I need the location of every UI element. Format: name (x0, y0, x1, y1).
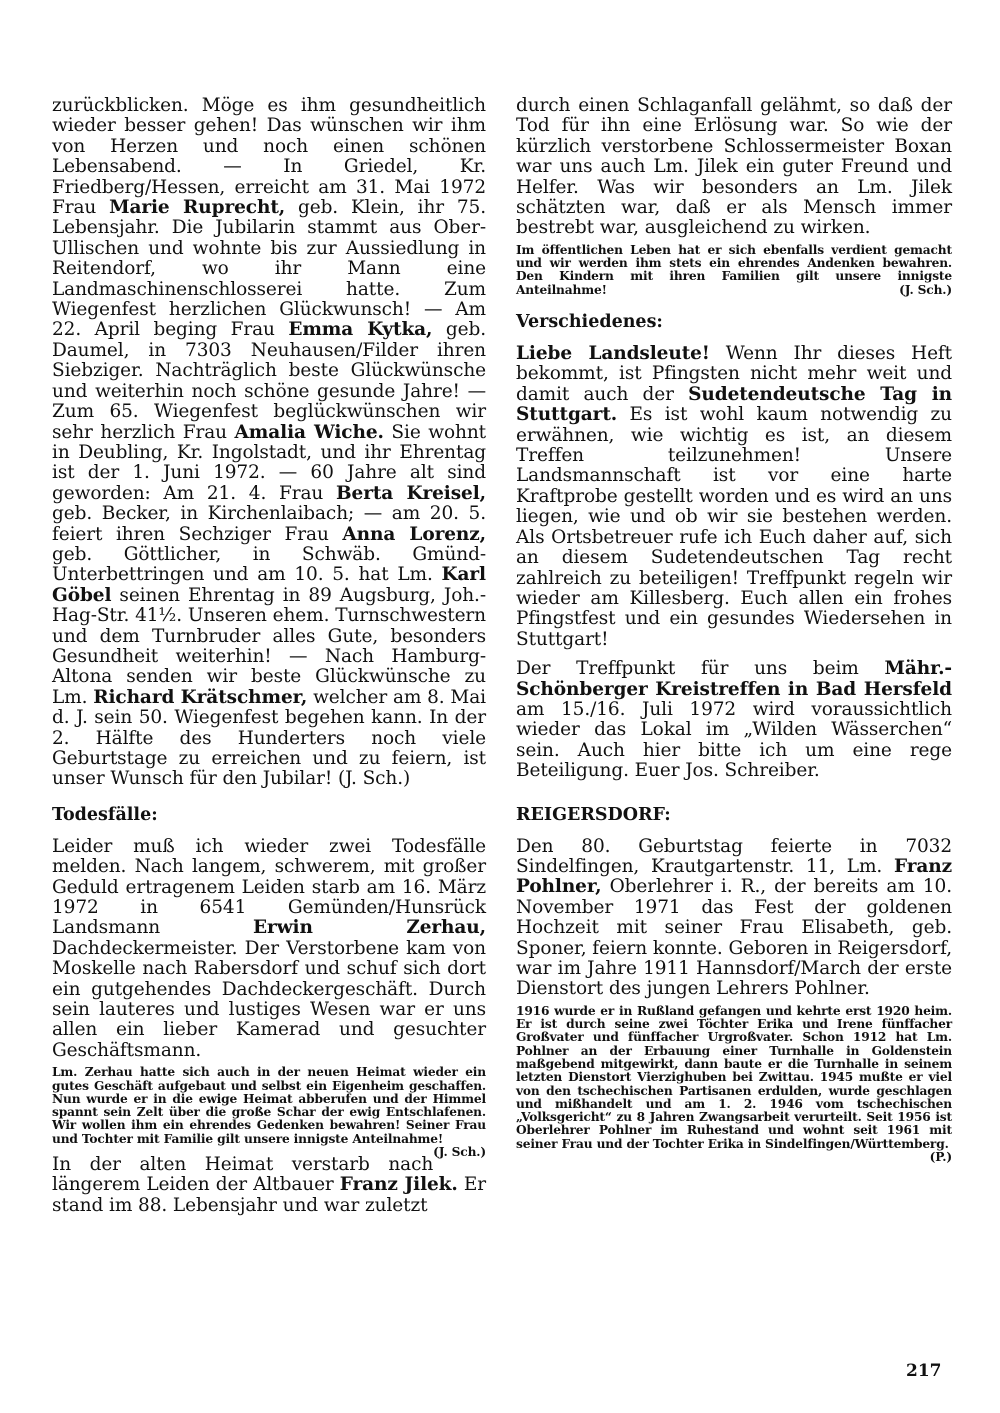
text-span: Den 80. Geburtstag feierte in 7032 Sindelfingen, Krautgartenstr. 11, Lm. (516, 835, 952, 877)
text-span: Im öffentlichen Leben hat er sich ebenfalls verdient gemacht und wir werden ihm stets ein ehrendes Andenken bewahren. Den Kindern mit ihren Familien gilt unsere innigste Anteilnahme! (516, 242, 952, 297)
bold-kreistreffen: Mähr.-Schönberger Kreistreffen in Bad Hersfeld (516, 658, 952, 700)
text-span: Es ist wohl kaum notwendig zu erwähnen, wie wichtig es ist, an diesem Treffen teilzunehmen! Unsere Landsmannschaft ist vor eine harte Kraftprobe gestellt worden und es wird an uns liegen, wie und ob wir sie bestehen werden. Als Ortsbetreuer rufe ich Euch daher auf, sich an diesem Sudetendeutschen Tag recht zahlreich zu beteiligen! Treffpunkt regeln wir wieder am Killesberg. Euch allen ein frohes Pfingstfest und ein gesundes Wiedersehen in Stuttgart! (516, 404, 952, 650)
text-span: Wenn Ihr dieses Heft bekommt, ist Pfingsten nicht mehr weit und damit auch der (516, 343, 953, 405)
signature: (J. Sch.) (433, 1145, 486, 1160)
name-ruprecht: Marie Ruprecht, (109, 197, 286, 219)
name-lorenz: Anna Lorenz, (342, 523, 486, 545)
heading-verschiedenes: Verschiedenes: (516, 312, 663, 333)
treffpunkt-paragraph (516, 659, 952, 781)
obituary-jilek-paragraph (52, 1155, 486, 1216)
name-pohlner: Franz Pohlner, (516, 855, 952, 898)
birthday-paragraph (52, 96, 486, 790)
heading-reigersdorf: REIGERSDORF: (516, 804, 671, 825)
name-goebel: Karl Göbel (52, 564, 486, 606)
text-span: Leider muß ich wieder zwei Todesfälle melden. Nach langem, schwerem, mit großer Geduld ertragenem Leiden starb am 16. März 1972 in 6541 Gemünden/Hunsrück Landsmann (52, 835, 486, 939)
text-span: am 15./16. Juli 1972 wird voraussichtlich wieder das Lokal im „Wilden Wässerchen“ sein. Auch hier bitte ich um eine rege Beteiligung. Euer Jos. Schreiber. (516, 698, 952, 782)
text-span: In der alten Heimat verstarb nach längerem Leiden der Altbauer (52, 1154, 434, 1196)
verschiedenes-paragraph (516, 344, 952, 650)
reigersdorf-paragraph (516, 837, 952, 1000)
text-span: Oberlehrer i. R., der bereits am 10. November 1971 das Fest der goldenen Hochzeit mit seiner Frau Elisabeth, geb. Sponer, feiern konnte. Geboren in Reigersdorf, war im Jahre 1911 Hannsdorf/March der erste Dienstort des jungen Lehrers Pohlner. (516, 876, 952, 1000)
left-column (52, 96, 486, 1216)
name-kreisel: Berta Kreisel, (335, 482, 486, 504)
text-span: Der Treffpunkt für uns beim (516, 658, 885, 680)
text-span: geb. Klein, ihr 75. Lebensjahr. Die Jubilarin stammt aus Ober-Ullischen und wohnte bis zur Aussiedlung in Reitendorf, wo ihr Mann eine Landmaschinenschlosserei hatte. Zum Wiegenfest herzlichen Glückwunsch! — Am 22. April beging Frau (52, 197, 486, 341)
obituary-zerhau-small-paragraph (52, 1065, 486, 1160)
text-span: Sie wohnt in Deubling, Kr. Ingolstadt, und ihr Ehrentag ist der 1. Juni 1972. — 60 Jahre alt sind geworden: Am 21. 4. Frau (52, 421, 486, 504)
text-span: seinen Ehrentag in 89 Augsburg, Joh.- Hag-Str. 41½. Unseren ehem. Turnschwestern und dem Turnbruder alles Gute, besonders Gesundheit weiterhin! — Nach Hamburg-Altona senden wir beste Glückwünsche zu Lm. (52, 584, 486, 708)
name-kytka: Emma Kytka, (288, 319, 433, 341)
right-column (516, 96, 952, 1164)
text-span: geb. Daumel, in 7303 Neuhausen/Filder ihren Siebziger. Nachträglich beste Glückwünsche und weiterhin noch schöne gesunde Jahre! — Zum 65. Wiegenfest beglückwünschen wir sehr herzlich Frau (52, 319, 486, 443)
reigersdorf-small-paragraph (516, 1003, 952, 1165)
name-zerhau: Erwin Zerhau, (253, 917, 486, 939)
signature: (J. Sch.) (899, 282, 952, 297)
obituary-zerhau-paragraph (52, 837, 486, 1061)
text-span: geb. Becker, in Kirchenlaibach; — am 20. 5. feiert ihren Sechziger Frau (52, 503, 486, 545)
text-span: zurückblicken. Möge es ihm gesundheitlich wieder besser gehen! Das wünschen wir ihm von Herzen und noch einen schönen Lebensabend. — In Griedel, Kr. Friedberg/Hessen, erreicht am 31. Mai 1972 Frau (52, 95, 486, 219)
lead-landsleute: Liebe Landsleute! (516, 343, 710, 365)
bold-sudetentag: Sudetendeutsche Tag in Stuttgart. (516, 383, 952, 426)
name-kraetschmer: Richard Krätschmer, (93, 686, 308, 708)
signature: (P.) (929, 1150, 952, 1165)
text-span: welcher am 8. Mai d. J. sein 50. Wiegenfest begehen kann. In der 2. Hälfte des Hunderters noch viele Geburtstage zu erreichen und zu feiern, ist unser Wunsch für den Jubilar! (J. Sch.) (52, 686, 486, 790)
text-span: Lm. Zerhau hatte sich auch in der neuen Heimat wieder ein gutes Geschäft aufgebaut und selbst ein Eigenheim geschaffen. Nun wurde er in die ewige Heimat abberufen und der Himmel spannt sein Zelt über die große Schar der ewig Entschlafenen. Wir wollen ihm ein ehrendes Gedenken bewahren! Seiner Frau und Tochter mit Familie gilt unsere innigste Anteilnahme! (52, 1065, 486, 1146)
obituary-jilek-small-paragraph (516, 244, 952, 297)
heading-todesfaelle: Todesfälle: (52, 804, 158, 825)
text-span: geb. Göttlicher, in Schwäb. Gmünd-Unterbettringen und am 10. 5. hat Lm. (52, 543, 486, 586)
obituary-jilek-continued: durch einen Schlaganfall gelähmt, so daß der Tod für ihn eine Erlösung war. So wie der kürzlich verstorbene Schlossermeister Boxan war uns auch Lm. Jilek ein guter Freund und Helfer. Was wir besonders an Lm. Jilek schätzten war, daß er als Mensch immer bestrebt war, ausgleichend zu wirken. (516, 95, 952, 239)
page-number: 217 (906, 1361, 942, 1381)
text-span: Dachdeckermeister. Der Verstorbene kam von Moskelle nach Rabersdorf und schuf sich dort ein gutgehendes Dachdeckergeschäft. Durch sein lauteres und lustiges Wesen war er uns allen ein lieber Kamerad und gesuchter Geschäftsmann. (52, 937, 486, 1061)
name-jilek: Franz Jilek. (339, 1174, 458, 1196)
text-span: Er stand im 88. Lebensjahr und war zuletzt (52, 1174, 487, 1216)
text-span: 1916 wurde er in Rußland gefangen und kehrte erst 1920 heim. Er ist durch seine zwei Töchter Erika und Irene fünffacher Großvater und fünffacher Urgroßvater. Schon 1912 hat Lm. Pohlner an der Erbauung einer Turnhalle in Goldenstein maßgebend mitgewirkt, dann baute er die Turnhalle in seinem letzten Dienstort Vierzighuben bei Zwittau. 1945 mußte er viel von den tschechischen Partisanen erdulden, wurde geschlagen und mißhandelt und am 1. 2. 1946 vom tschechischen „Volksgericht“ zu 8 Jahren Zwangsarbeit verurteilt. Seit 1956 ist Oberlehrer Pohlner im Ruhestand und wohnt seit 1961 mit seiner Frau und der Tochter Erika in Sindelfingen/Württemberg. (516, 1003, 952, 1151)
name-wiche: Amalia Wiche. (234, 421, 384, 443)
